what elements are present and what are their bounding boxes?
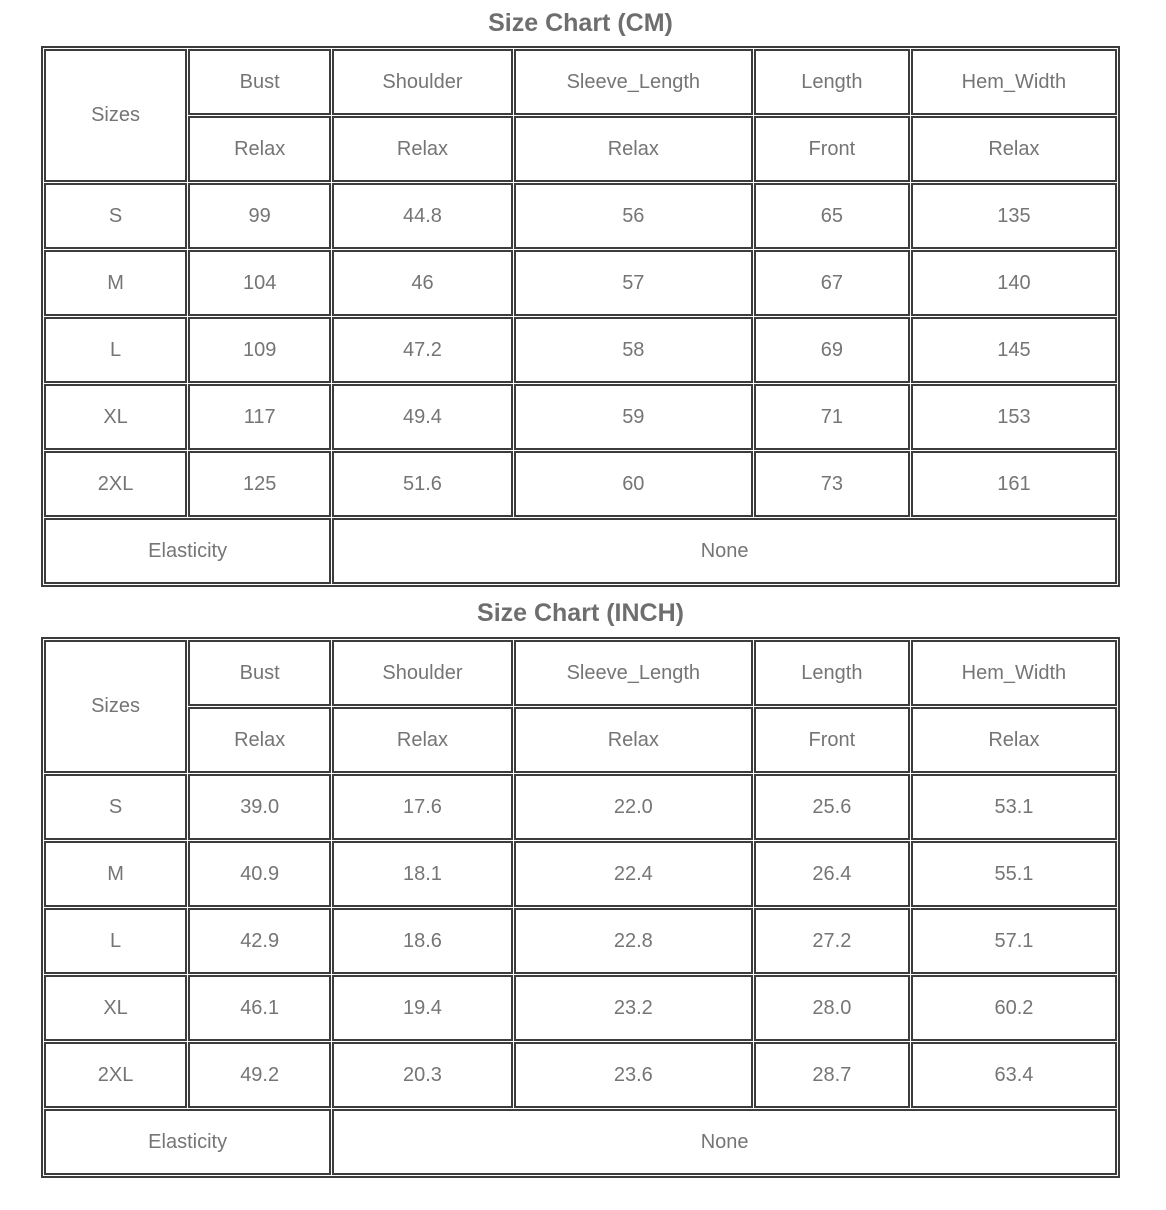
inch-cell-2xl-length: 28.7 [754, 1042, 910, 1108]
cm-row-header-s: S [44, 183, 187, 249]
cm-cell-xl-hem-width: 153 [911, 384, 1117, 450]
inch-row-header-m: M [44, 841, 187, 907]
cm-cell-m-hem-width: 140 [911, 250, 1117, 316]
cm-corner-cell-sizes: Sizes [44, 49, 187, 182]
cm-cell-2xl-length: 73 [754, 451, 910, 517]
inch-table-row-2xl [44, 1042, 1117, 1108]
inch-cell-l-sleeve-length: 22.8 [514, 908, 753, 974]
inch-cell-m-length: 26.4 [754, 841, 910, 907]
inch-elasticity-value-cell: None [332, 1109, 1117, 1175]
cm-cell-xl-shoulder: 49.4 [332, 384, 512, 450]
cm-cell-s-shoulder: 44.8 [332, 183, 512, 249]
cm-cell-l-hem-width: 145 [911, 317, 1117, 383]
cm-cell-s-hem-width: 135 [911, 183, 1117, 249]
cm-cell-xl-bust: 117 [188, 384, 331, 450]
inch-table-row-l [44, 908, 1117, 974]
size-chart-inch-table [41, 637, 1120, 1178]
cm-column-header-length: Length [754, 49, 910, 115]
size-chart-cm-section [41, 8, 1120, 587]
inch-corner-cell-sizes: Sizes [44, 640, 187, 773]
cm-cell-2xl-shoulder: 51.6 [332, 451, 512, 517]
size-chart-cm-table [41, 46, 1120, 587]
inch-cell-m-bust: 40.9 [188, 841, 331, 907]
size-chart-inch-section [41, 598, 1120, 1178]
inch-row-header-2xl: 2XL [44, 1042, 187, 1108]
inch-cell-s-length: 25.6 [754, 774, 910, 840]
inch-column-header-length: Length [754, 640, 910, 706]
inch-subheader-shoulder: Relax [332, 707, 512, 773]
size-chart-inch-title: Size Chart (INCH) [477, 599, 684, 627]
cm-table-row-xl [44, 384, 1117, 450]
inch-cell-xl-bust: 46.1 [188, 975, 331, 1041]
cm-cell-l-length: 69 [754, 317, 910, 383]
inch-header-row-sub [44, 707, 1117, 773]
cm-cell-m-sleeve-length: 57 [514, 250, 753, 316]
cm-row-header-xl: XL [44, 384, 187, 450]
cm-footer-row [44, 518, 1117, 584]
cm-column-header-hem-width: Hem_Width [911, 49, 1117, 115]
cm-cell-xl-length: 71 [754, 384, 910, 450]
cm-column-header-shoulder: Shoulder [332, 49, 512, 115]
inch-footer-row [44, 1109, 1117, 1175]
inch-row-header-xl: XL [44, 975, 187, 1041]
cm-cell-l-shoulder: 47.2 [332, 317, 512, 383]
inch-table-row-s [44, 774, 1117, 840]
inch-cell-2xl-sleeve-length: 23.6 [514, 1042, 753, 1108]
inch-cell-l-bust: 42.9 [188, 908, 331, 974]
inch-cell-m-sleeve-length: 22.4 [514, 841, 753, 907]
inch-cell-s-sleeve-length: 22.0 [514, 774, 753, 840]
inch-cell-xl-length: 28.0 [754, 975, 910, 1041]
cm-header-row-main [44, 49, 1117, 115]
inch-cell-l-shoulder: 18.6 [332, 908, 512, 974]
cm-table-row-m [44, 250, 1117, 316]
inch-table-row-m [44, 841, 1117, 907]
inch-cell-2xl-shoulder: 20.3 [332, 1042, 512, 1108]
inch-cell-s-shoulder: 17.6 [332, 774, 512, 840]
inch-column-header-bust: Bust [188, 640, 331, 706]
cm-cell-l-bust: 109 [188, 317, 331, 383]
inch-subheader-length: Front [754, 707, 910, 773]
inch-cell-m-hem-width: 55.1 [911, 841, 1117, 907]
cm-column-header-bust: Bust [188, 49, 331, 115]
inch-cell-m-shoulder: 18.1 [332, 841, 512, 907]
cm-cell-m-bust: 104 [188, 250, 331, 316]
size-chart-cm-title: Size Chart (CM) [488, 9, 673, 37]
cm-cell-m-length: 67 [754, 250, 910, 316]
cm-cell-2xl-bust: 125 [188, 451, 331, 517]
cm-elasticity-value-cell: None [332, 518, 1117, 584]
inch-cell-s-bust: 39.0 [188, 774, 331, 840]
inch-cell-xl-hem-width: 60.2 [911, 975, 1117, 1041]
inch-row-header-l: L [44, 908, 187, 974]
inch-cell-l-length: 27.2 [754, 908, 910, 974]
cm-row-header-2xl: 2XL [44, 451, 187, 517]
cm-subheader-length: Front [754, 116, 910, 182]
inch-cell-s-hem-width: 53.1 [911, 774, 1117, 840]
cm-cell-xl-sleeve-length: 59 [514, 384, 753, 450]
cm-column-header-sleeve-length: Sleeve_Length [514, 49, 753, 115]
cm-table-row-2xl [44, 451, 1117, 517]
inch-subheader-bust: Relax [188, 707, 331, 773]
cm-cell-s-sleeve-length: 56 [514, 183, 753, 249]
inch-subheader-hem-width: Relax [911, 707, 1117, 773]
inch-column-header-sleeve-length: Sleeve_Length [514, 640, 753, 706]
inch-table-row-xl [44, 975, 1117, 1041]
cm-cell-2xl-hem-width: 161 [911, 451, 1117, 517]
cm-cell-l-sleeve-length: 58 [514, 317, 753, 383]
inch-cell-2xl-bust: 49.2 [188, 1042, 331, 1108]
inch-elasticity-label-cell: Elasticity [44, 1109, 331, 1175]
cm-subheader-hem-width: Relax [911, 116, 1117, 182]
cm-row-header-m: M [44, 250, 187, 316]
inch-column-header-shoulder: Shoulder [332, 640, 512, 706]
cm-cell-2xl-sleeve-length: 60 [514, 451, 753, 517]
cm-elasticity-label-cell: Elasticity [44, 518, 331, 584]
inch-cell-xl-sleeve-length: 23.2 [514, 975, 753, 1041]
inch-cell-l-hem-width: 57.1 [911, 908, 1117, 974]
cm-subheader-sleeve-length: Relax [514, 116, 753, 182]
inch-column-header-hem-width: Hem_Width [911, 640, 1117, 706]
inch-cell-xl-shoulder: 19.4 [332, 975, 512, 1041]
inch-subheader-sleeve-length: Relax [514, 707, 753, 773]
cm-table-row-s [44, 183, 1117, 249]
cm-header-row-sub [44, 116, 1117, 182]
cm-cell-s-length: 65 [754, 183, 910, 249]
cm-table-row-l [44, 317, 1117, 383]
inch-header-row-main [44, 640, 1117, 706]
inch-cell-2xl-hem-width: 63.4 [911, 1042, 1117, 1108]
cm-subheader-bust: Relax [188, 116, 331, 182]
cm-row-header-l: L [44, 317, 187, 383]
cm-cell-m-shoulder: 46 [332, 250, 512, 316]
cm-cell-s-bust: 99 [188, 183, 331, 249]
inch-row-header-s: S [44, 774, 187, 840]
cm-subheader-shoulder: Relax [332, 116, 512, 182]
